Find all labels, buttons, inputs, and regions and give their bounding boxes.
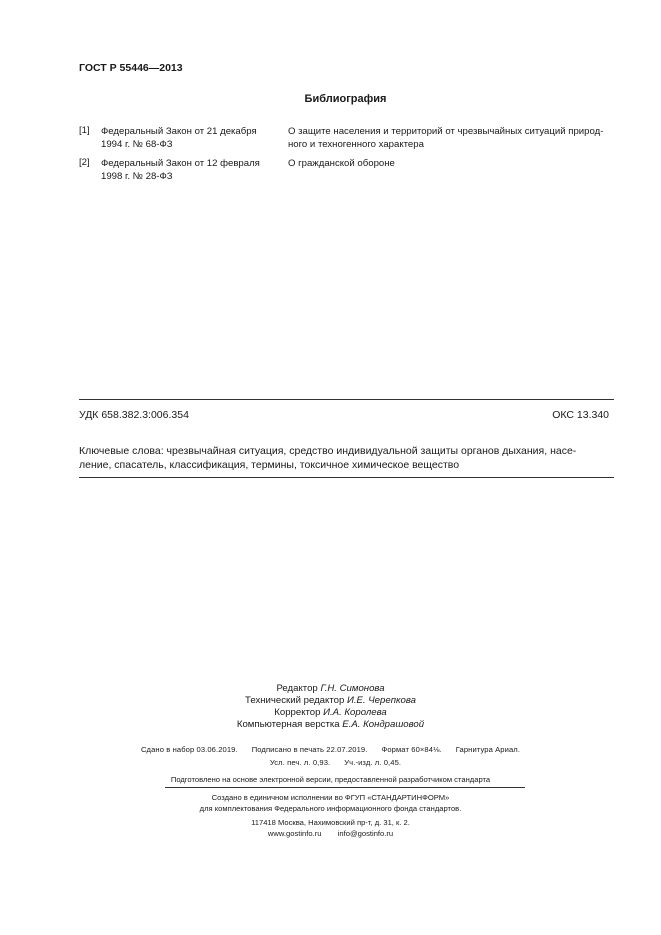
ref-law-1: Федеральный Закон от 21 декабря 1994 г. № 68-ФЗ (101, 126, 257, 150)
created-note: Создано в единичном исполнении во ФГУП «СТАНДАРТИНФОРМ» (211, 793, 450, 802)
ref-description-1: О защите населения и территорий от чрезвычайных ситуаций природ- ного и техногенного характера (288, 126, 604, 150)
fund-note: для комплектования Федерального информационного фонда стандартов. (199, 804, 462, 813)
email-link[interactable]: info@gostinfo.ru (337, 829, 394, 838)
publisher-contacts (0, 828, 661, 839)
print-details-line1: Сдано в набор 03.06.2019. Подписано в печать 22.07.2019. Формат 60×84⅛. Гарнитура Ариал. (140, 745, 521, 754)
publisher-address: 117418 Москва, Нахимовский пр-т, д. 31, к. 2. (251, 818, 410, 827)
staff-editor: Редактор Г.Н. Симонова (276, 683, 385, 694)
oks-code: ОКС 13.340 (552, 409, 609, 421)
staff-layout: Компьютерная верстка Е.А. Кондрашовой (236, 719, 425, 730)
keywords: Ключевые слова: чрезвычайная ситуация, средство индивидуальной защиты органов дыхания, насе- ление, спасатель, классификация, термины, токсичное химическое вещество (79, 445, 577, 471)
ref-number-1: [1] (79, 125, 90, 136)
udk-code: УДК 658.382.3:006.354 (79, 409, 189, 421)
divider-footer (165, 787, 525, 788)
bibliography-title: Библиография (304, 93, 387, 105)
staff-tech-editor: Технический редактор И.Е. Черепкова (245, 695, 416, 706)
divider-keywords (79, 477, 614, 478)
ref-number-2: [2] (79, 157, 90, 168)
ref-law-2: Федеральный Закон от 12 февраля 1998 г. № 28-ФЗ (101, 158, 260, 182)
prepared-note: Подготовлено на основе электронной версии, предоставленной разработчиком стандарта (170, 775, 491, 784)
divider-top (79, 399, 614, 400)
ref-description-2: О гражданской обороне (288, 158, 395, 169)
standard-number: ГОСТ Р 55446—2013 (79, 62, 183, 74)
staff-corrector: Корректор И.А. Королева (274, 707, 387, 718)
print-details-line2: Усл. печ. л. 0,93. Уч.-изд. л. 0,45. (269, 758, 402, 767)
website-link[interactable]: www.gostinfo.ru (267, 829, 322, 838)
